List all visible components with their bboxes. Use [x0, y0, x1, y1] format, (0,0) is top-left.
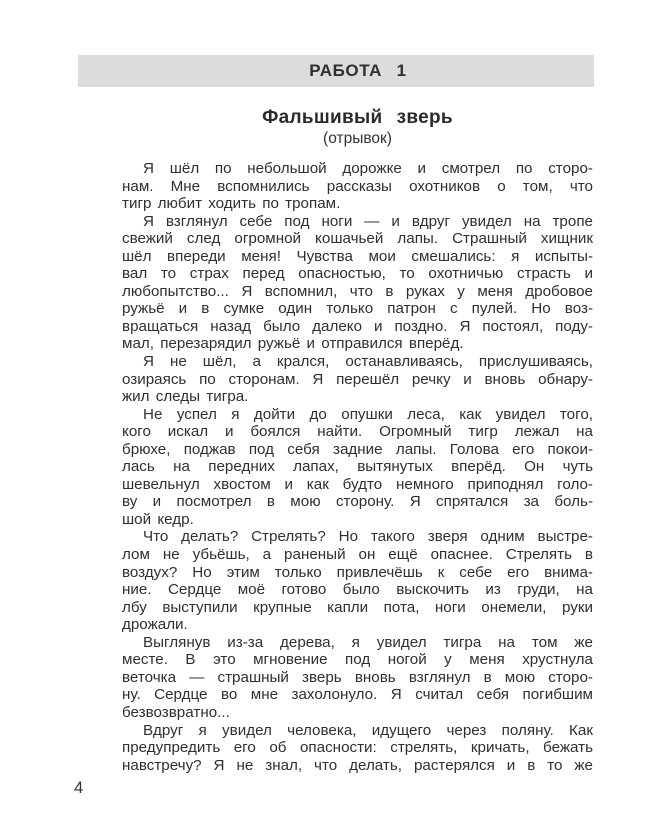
text-line: свежий след огромной кошачьей лапы. Страшный хищник: [122, 230, 593, 248]
paragraph: [122, 353, 593, 406]
text-line: вал то страх перед опасностью, то охотничью страсть и: [122, 265, 593, 283]
paragraph: [122, 528, 593, 633]
text-line: ружьё и в сумке один только патрон с пулей. Но воз-: [122, 300, 593, 318]
text-line: навстречу? Я не знал, что делать, растерялся и в то же: [122, 756, 593, 774]
text-line: воздух? Но этим только привлечёшь к себе его внима-: [122, 563, 593, 581]
text-line: шевельнул хвостом и как будто немного приподнял голо-: [122, 475, 593, 493]
text-line: брюхе, поджав под себя задние лапы. Голова его покои-: [122, 440, 593, 458]
text-line: Я шёл по небольшой дорожке и смотрел по сторо-: [143, 160, 593, 177]
text-line: месте. В это мгновение под ногой у меня хрустнула: [122, 651, 593, 669]
text-line: Вдруг я увидел человека, идущего через поляну. Как: [143, 721, 593, 739]
work-header-label: РАБОТА 1: [309, 61, 407, 80]
text-line: ву и посмотрел в мою сторону. Я спрятался за боль-: [122, 493, 593, 511]
text-line: жил следы тигра.: [122, 388, 249, 406]
text-line: безвозвратно...: [122, 703, 230, 721]
text-line: тигр любит ходить по тропам.: [122, 195, 341, 213]
text-line: Что делать? Стрелять? Но такого зверя одним выстре-: [143, 528, 593, 546]
text-block: [122, 160, 593, 774]
page-number: 4: [74, 779, 84, 797]
text-line: Я не шёл, а крался, останавливаясь, прислушиваясь,: [143, 353, 593, 371]
text-line: Выглянув из-за дерева, я увидел тигра на том же: [143, 633, 593, 651]
text-line: кого искал и боялся найти. Огромный тигр лежал на: [122, 423, 593, 441]
text-line: лом не убьёшь, а раненый он ещё опаснее. Стрелять в: [122, 546, 593, 564]
paragraph: [122, 160, 593, 213]
story-subtitle: (отрывок): [323, 130, 392, 147]
text-line: мал, перезарядил ружьё и отправился вперёд.: [122, 335, 464, 353]
text-line: озираясь по сторонам. Я перешёл речку и вновь обнару-: [122, 370, 593, 388]
text-line: шой кедр.: [122, 510, 194, 528]
story-title: Фальшивый зверь: [262, 107, 453, 128]
text-line: веточка — страшный зверь вновь взглянул в мою сторо-: [122, 668, 593, 686]
paragraph: [122, 213, 593, 353]
text-line: лбу выступили крупные капли пота, ноги онемели, руки: [122, 598, 593, 616]
text-line: любопытство... Я вспомнил, что в руках у меня дробовое: [122, 282, 593, 300]
text-line: дрожали.: [122, 616, 188, 634]
text-line: ну. Сердце во мне захолонуло. Я считал себя погибшим: [122, 686, 593, 704]
work-header-bar: [78, 55, 594, 87]
text-line: предупредить его об опасности: стрелять, кричать, бежать: [122, 739, 593, 757]
paragraph: [122, 634, 593, 722]
paragraph: [122, 406, 593, 529]
text-line: Я взглянул себе под ноги — и вдруг увидел на тропе: [143, 212, 593, 230]
paragraph: [122, 722, 593, 775]
text-line: шёл впереди меня! Чувства мои смешались: я испыты-: [122, 247, 593, 265]
text-line: ние. Сердце моё готово было выскочить из груди, на: [122, 581, 593, 599]
text-line: Не успел я дойти до опушки леса, как увидел того,: [143, 405, 593, 423]
text-line: лась на передних лапах, вытянутых вперёд. Он чуть: [122, 458, 593, 476]
text-line: вращаться назад было далеко и поздно. Я постоял, поду-: [122, 317, 593, 335]
text-line: нам. Мне вспомнились рассказы охотников о том, что: [122, 177, 593, 195]
